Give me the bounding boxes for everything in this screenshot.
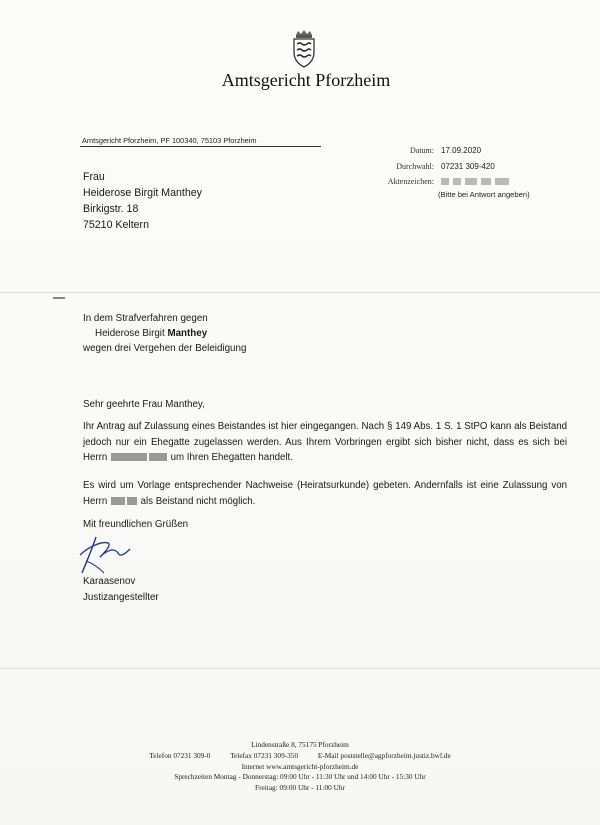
footer-phone: Telefon 07231 309-0 [149, 750, 211, 760]
footer-contact [0, 751, 600, 762]
paragraph-2-text-b: als Beistand nicht möglich. [140, 495, 256, 507]
footer-internet: Internet www.amtsgericht-pforzheim.de [241, 761, 359, 771]
signer-block [83, 574, 159, 606]
date-label: Datum: [410, 146, 434, 155]
redacted-name [111, 453, 147, 461]
redacted-name [127, 497, 137, 505]
footer-hours: Sprechzeiten Montag - Donnerstag: 09:00 Uhr - 11:30 Uhr und 14:00 Uhr - 15:30 Uhr [174, 772, 426, 782]
recipient-address [83, 169, 202, 233]
footer-hours-friday: Freitag: 09:00 Uhr - 11:00 Uhr [255, 783, 345, 793]
footer-address: Lindenstraße 8, 75175 Pforzheim [251, 740, 349, 749]
defendant-first-names: Heiderose Birgit [95, 328, 165, 339]
salutation: Sehr geehrte Frau Manthey, [83, 399, 205, 410]
defendant-last-name: Manthey [167, 328, 208, 339]
sender-return-address: Amtsgericht Pforzheim, PF 100340, 75103 Pforzheim [82, 136, 257, 145]
recipient-name: Heiderose Birgit Manthey [83, 187, 202, 199]
case-charge: wegen drei Vergehen der Beleidigung [83, 343, 247, 354]
footer-email: E-Mail poststelle@agpforzheim.justiz.bwl.de [317, 750, 451, 760]
footer-fax: Telefax 07231 309-350 [230, 750, 299, 760]
case-line-1: In dem Strafverfahren gegen [83, 313, 208, 324]
recipient-street: Birkigstr. 18 [83, 203, 139, 215]
file-number-label: Aktenzeichen: [387, 177, 434, 186]
phone-value: 07231 309-420 [441, 162, 495, 171]
letter-footer [0, 740, 600, 794]
recipient-city: 75210 Keltern [83, 219, 149, 231]
recipient-title: Frau [83, 171, 105, 183]
paragraph-1-text-b: um Ihren Ehegatten handelt. [170, 452, 293, 463]
redacted-name [111, 497, 125, 505]
case-defendant [83, 326, 246, 341]
sender-underline [80, 146, 321, 147]
file-number-note: (Bitte bei Antwort angeben) [438, 190, 530, 199]
coat-of-arms-icon [288, 28, 320, 70]
case-reference [83, 311, 246, 356]
paragraph-1 [83, 419, 567, 466]
signer-name: Karaasenov [83, 576, 136, 587]
closing: Mit freundlichen Grüßen [83, 519, 189, 530]
court-name: Amtsgericht Pforzheim [221, 70, 391, 90]
signer-title: Justizangestellter [83, 592, 159, 603]
phone-label: Durchwahl: [396, 162, 434, 171]
paragraph-1-text-a: Ihr Antrag auf Zulassung eines Beistandes ist hier eingegangen. Nach § 149 Abs. 1 S. 1 StPO kann als Beistand jedoch nur ein Ehegatte zugelassen werden. Aus Ihrem Vorbringen ergibt sich bisher nicht, dass es sich bei Herrn [83, 421, 567, 463]
paragraph-2 [83, 478, 567, 509]
paragraph-2-text-a: Es wird um Vorlage entsprechender Nachweise (Heiratsurkunde) gebeten. Andernfalls ist eine Zulassung von Herrn [83, 480, 567, 507]
fold-mark [53, 297, 65, 299]
handwritten-signature [78, 533, 134, 578]
fold-line [0, 292, 600, 293]
fold-line [0, 668, 600, 669]
redacted-name [149, 453, 167, 461]
file-number-redacted [441, 177, 513, 186]
date-value: 17.09.2020 [441, 146, 482, 155]
